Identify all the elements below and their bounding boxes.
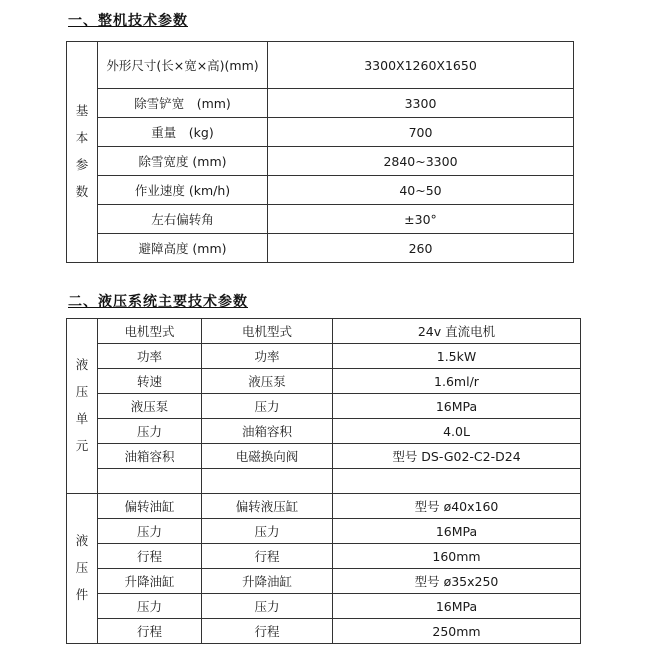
param-value-cell: 16MPa [333, 519, 581, 544]
table-row [67, 569, 581, 594]
param-label2-cell: 偏转液压缸 [202, 494, 333, 519]
param-label1-cell: 压力 [98, 419, 202, 444]
param-value-cell: 3300X1260X1650 [268, 42, 574, 89]
param-label1-cell: 转速 [98, 369, 202, 394]
table-row [67, 176, 574, 205]
param-value-cell: 250mm [333, 619, 581, 644]
empty-cell [202, 469, 333, 494]
machine-params-body [67, 42, 574, 263]
param-label2-cell: 功率 [202, 344, 333, 369]
param-label-cell: 避障高度 (mm) [98, 234, 268, 263]
param-value-cell: 260 [268, 234, 574, 263]
vertical-header-hydraulic-parts [67, 494, 98, 644]
param-label2-cell: 行程 [202, 544, 333, 569]
hydraulic-params-body [67, 319, 581, 644]
param-label1-cell: 行程 [98, 619, 202, 644]
param-label1-cell: 电机型式 [98, 319, 202, 344]
table-row [67, 619, 581, 644]
document-page [0, 10, 664, 671]
param-value-cell: 160mm [333, 544, 581, 569]
param-label2-cell: 电磁换向阀 [202, 444, 333, 469]
param-value-cell: 型号 DS-G02-C2-D24 [333, 444, 581, 469]
table-row [67, 234, 574, 263]
table-row [67, 419, 581, 444]
param-label1-cell: 压力 [98, 594, 202, 619]
param-value-cell: 700 [268, 118, 574, 147]
param-label-cell: 重量 (kg) [98, 118, 268, 147]
param-label2-cell: 升降油缸 [202, 569, 333, 594]
param-label1-cell: 行程 [98, 544, 202, 569]
param-label1-cell: 压力 [98, 519, 202, 544]
param-label2-cell: 行程 [202, 619, 333, 644]
param-label1-cell: 功率 [98, 344, 202, 369]
param-label2-cell: 压力 [202, 519, 333, 544]
param-label2-cell: 油箱容积 [202, 419, 333, 444]
param-value-cell: 4.0L [333, 419, 581, 444]
table-row [67, 319, 581, 344]
param-label1-cell: 升降油缸 [98, 569, 202, 594]
param-label-cell: 作业速度 (km/h) [98, 176, 268, 205]
param-value-cell: 型号 ø35x250 [333, 569, 581, 594]
table-row [67, 544, 581, 569]
param-value-cell: ±30° [268, 205, 574, 234]
section1-title: 一、整机技术参数 [68, 13, 188, 29]
table-row [67, 89, 574, 118]
vertical-header-text: 基本参数 [75, 103, 89, 199]
param-label2-cell: 压力 [202, 594, 333, 619]
vertical-header-basic-params [67, 42, 98, 263]
param-value-cell: 1.5kW [333, 344, 581, 369]
section2-title: 二、液压系统主要技术参数 [68, 294, 248, 310]
param-label-cell: 除雪铲宽 (mm) [98, 89, 268, 118]
hydraulic-params-table [66, 318, 581, 644]
param-value-cell: 16MPa [333, 394, 581, 419]
empty-cell [333, 469, 581, 494]
table-row [67, 344, 581, 369]
param-value-cell: 16MPa [333, 594, 581, 619]
param-value-cell: 2840~3300 [268, 147, 574, 176]
table-row [67, 494, 581, 519]
param-value-cell: 40~50 [268, 176, 574, 205]
param-label1-cell: 油箱容积 [98, 444, 202, 469]
table-row [67, 444, 581, 469]
param-label-cell: 外形尺寸(长×宽×高)(mm) [98, 42, 268, 89]
param-value-cell: 1.6ml/r [333, 369, 581, 394]
param-label1-cell: 液压泵 [98, 394, 202, 419]
table-row [67, 594, 581, 619]
table-row-empty [67, 469, 581, 494]
param-value-cell: 型号 ø40x160 [333, 494, 581, 519]
table-row [67, 394, 581, 419]
vertical-header-text: 液压件 [75, 533, 89, 602]
table-row [67, 205, 574, 234]
machine-params-table [66, 41, 574, 263]
vertical-header-text: 液压单元 [75, 357, 89, 453]
param-label2-cell: 压力 [202, 394, 333, 419]
table-row [67, 42, 574, 89]
param-label-cell: 除雪宽度 (mm) [98, 147, 268, 176]
table-row [67, 519, 581, 544]
param-label-cell: 左右偏转角 [98, 205, 268, 234]
table-row [67, 369, 581, 394]
vertical-header-hydraulic-unit [67, 319, 98, 494]
param-label2-cell: 电机型式 [202, 319, 333, 344]
empty-cell [98, 469, 202, 494]
table-row [67, 118, 574, 147]
param-value-cell: 3300 [268, 89, 574, 118]
param-label2-cell: 液压泵 [202, 369, 333, 394]
param-label1-cell: 偏转油缸 [98, 494, 202, 519]
param-value-cell: 24v 直流电机 [333, 319, 581, 344]
table-row [67, 147, 574, 176]
